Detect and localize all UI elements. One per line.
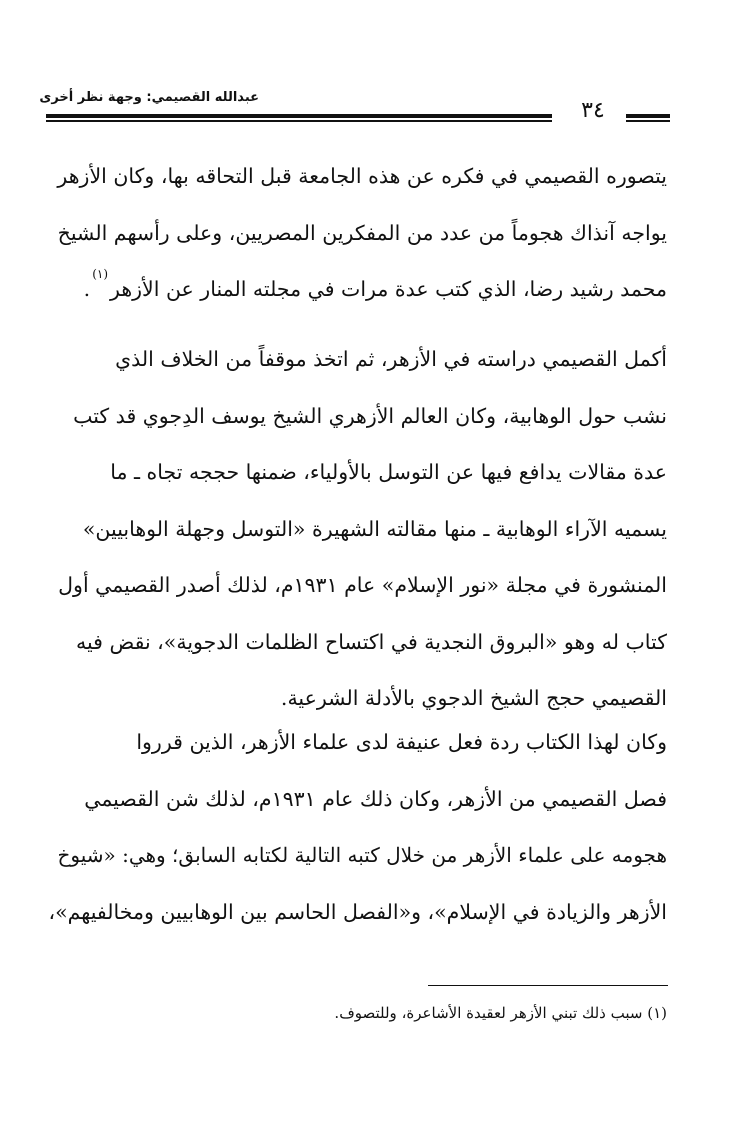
text-line: يتصوره القصيمي في فكره عن هذه الجامعة قبل التحاقه بها، وكان الأزهر	[57, 164, 667, 188]
text-line: أكمل القصيمي دراسته في الأزهر، ثم اتخذ موقفاً من الخلاف الذي	[115, 347, 667, 371]
paragraph-2	[46, 331, 667, 727]
header-rule-short	[626, 114, 670, 118]
footnote-marker: (١)	[92, 267, 109, 281]
page-number: ٣٤	[581, 98, 605, 123]
header-rule-short-thin	[626, 120, 670, 122]
text-line: كتاب له وهو «البروق النجدية في اكتساح الظلمات الدجوية»، نقض فيه	[75, 629, 667, 654]
text-line	[46, 261, 667, 321]
text-line: الأزهر والزيادة في الإسلام»، و«الفصل الحاسم بين الوهابيين ومخالفيهم»،	[48, 899, 667, 924]
text-line: هجومه على علماء الأزهر من خلال كتبه التالية لكتابه السابق؛ وهي: «شيوخ	[57, 843, 667, 867]
header-rule-main-thin	[46, 120, 552, 122]
text-line: يسميه الآراء الوهابية ـ منها مقالته الشهيرة «التوسل وجهلة الوهابيين»	[82, 516, 667, 541]
text-line: المنشورة في مجلة «نور الإسلام» عام ١٩٣١م، لذلك أصدر القصيمي أول	[58, 573, 667, 597]
paragraph-3	[46, 714, 667, 940]
text-line: نشب حول الوهابية، وكان العالم الأزهري الشيخ يوسف الدِجوي قد كتب	[73, 403, 667, 428]
running-title: عبدالله القصيمي: وجهة نظر أخرى	[39, 90, 259, 105]
text-line: عدة مقالات يدافع فيها عن التوسل بالأولياء، ضمنها حججه تجاه ـ ما	[110, 460, 667, 484]
text-line: فصل القصيمي من الأزهر، وكان ذلك عام ١٩٣١م، لذلك شن القصيمي	[84, 786, 667, 811]
footnote: (١) سبب ذلك تبني الأزهر لعقيدة الأشاعرة، وللتصوف.	[334, 1004, 667, 1022]
text-line: يواجه آنذاك هجوماً من عدد من المفكرين المصريين، وعلى رأسهم الشيخ	[57, 220, 667, 245]
text-line-content: محمد رشيد رضا، الذي كتب عدة مرات في مجلته المنار عن الأزهر	[110, 277, 667, 301]
text-line: وكان لهذا الكتاب ردة فعل عنيفة لدى علماء الأزهر، الذين قرروا	[136, 730, 667, 754]
sentence-end: .	[83, 277, 91, 301]
paragraph-1	[46, 148, 667, 321]
footnote-separator	[428, 985, 668, 986]
header-rule-main	[46, 114, 552, 118]
text-line: القصيمي حجج الشيخ الدجوي بالأدلة الشرعية.	[280, 686, 667, 710]
